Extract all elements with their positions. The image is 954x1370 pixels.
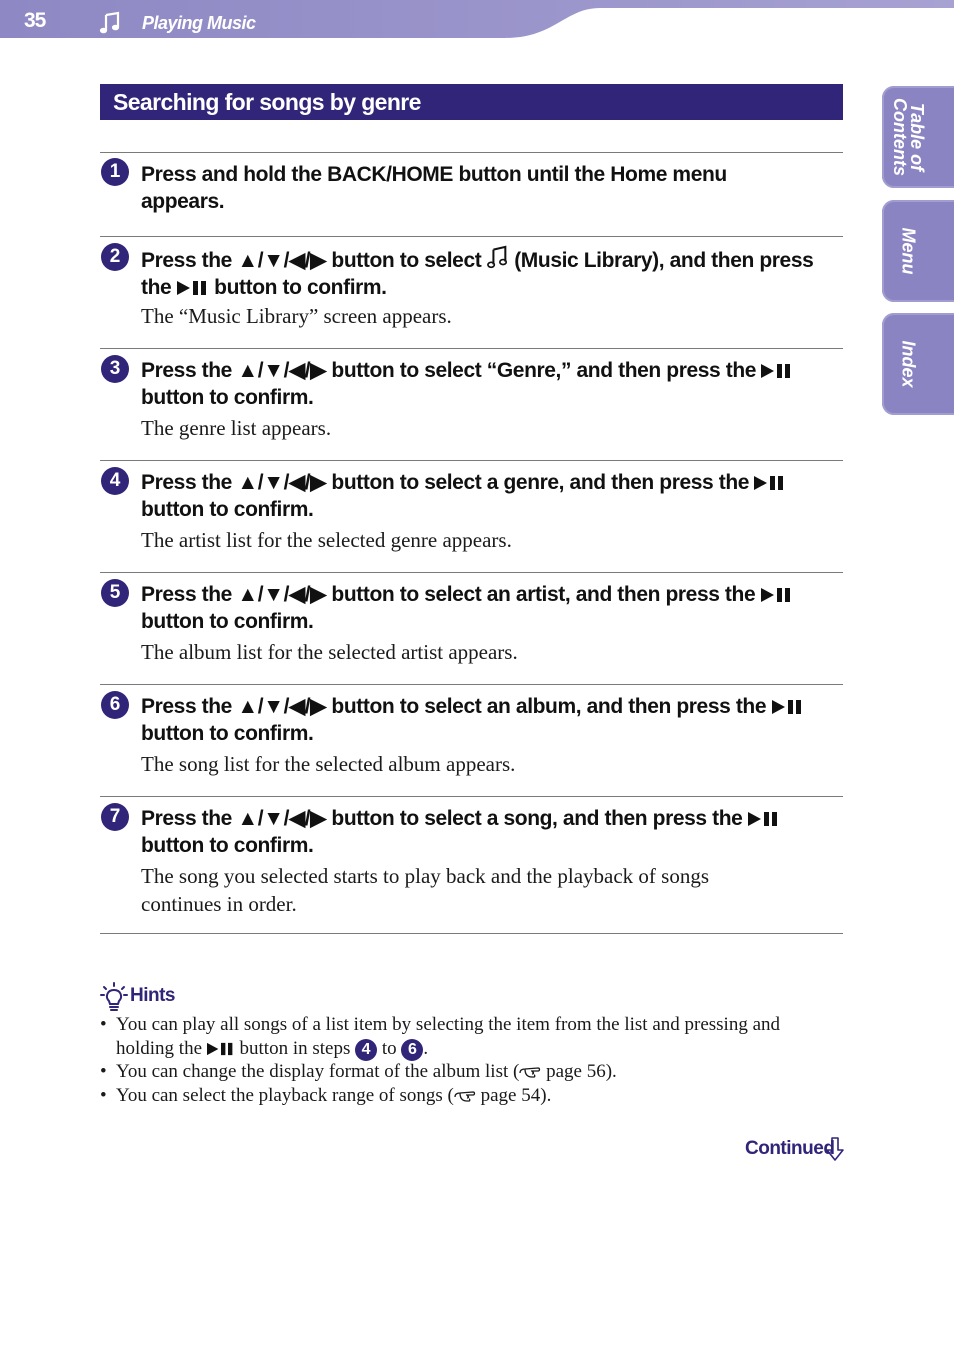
step-instruction: Press the ▲/▼/◀/▶ button to select “Genre,” and then press the button to confirm. <box>141 357 841 411</box>
divider <box>100 572 843 573</box>
play-pause-icon <box>177 280 209 296</box>
divider <box>100 348 843 349</box>
step-result: The artist list for the selected genre appears. <box>141 528 512 552</box>
step-instruction: Press the ▲/▼/◀/▶ button to select (Music Library), and then press the button to confirm. <box>141 245 841 301</box>
pointing-hand-icon[interactable] <box>454 1089 476 1103</box>
divider <box>100 460 843 461</box>
divider <box>100 933 843 934</box>
tab-table-of-contents[interactable] <box>882 86 954 188</box>
direction-buttons: ▲/▼/◀/▶ <box>237 471 326 494</box>
play-pause-icon <box>761 363 793 379</box>
hint-item: • You can select the playback range of songs ( page 54). <box>100 1085 552 1106</box>
tab-label: Index <box>898 340 919 388</box>
music-note-icon <box>98 11 122 35</box>
step-number: 5 <box>101 579 129 607</box>
play-pause-icon <box>761 587 793 603</box>
continued-label[interactable]: Continued <box>745 1138 835 1159</box>
step-number: 2 <box>101 243 129 271</box>
play-pause-icon <box>772 699 804 715</box>
direction-buttons: ▲/▼/◀/▶ <box>237 249 326 272</box>
divider <box>100 684 843 685</box>
divider <box>100 796 843 797</box>
step-result: The album list for the selected artist appears. <box>141 640 518 664</box>
music-library-icon <box>487 245 509 269</box>
step-result: The genre list appears. <box>141 416 332 440</box>
step-number: 4 <box>101 467 129 495</box>
bullet: • <box>100 1061 107 1082</box>
step-result: The song list for the selected album appears. <box>141 752 516 776</box>
page-heading: Searching for songs by genre <box>100 84 843 120</box>
step-ref: 4 <box>355 1039 377 1061</box>
step-number: 1 <box>101 158 129 186</box>
tab-index[interactable] <box>882 313 954 415</box>
direction-buttons: ▲/▼/◀/▶ <box>237 807 326 830</box>
divider <box>100 152 843 153</box>
pointing-hand-icon[interactable] <box>519 1065 541 1079</box>
play-pause-icon <box>748 811 780 827</box>
step-ref: 6 <box>401 1039 423 1061</box>
step-instruction: Press the ▲/▼/◀/▶ button to select a genre, and then press the button to confirm. <box>141 469 841 523</box>
bullet: • <box>100 1014 107 1035</box>
direction-buttons: ▲/▼/◀/▶ <box>237 359 326 382</box>
play-pause-icon <box>754 475 786 491</box>
section-title: Playing Music <box>142 13 256 33</box>
step-number: 3 <box>101 355 129 383</box>
step-result: The “Music Library” screen appears. <box>141 304 452 328</box>
bullet: • <box>100 1085 107 1106</box>
direction-buttons: ▲/▼/◀/▶ <box>237 583 326 606</box>
tab-label: Table of Contents <box>890 98 927 176</box>
play-pause-icon <box>207 1042 235 1056</box>
step-number: 7 <box>101 803 129 831</box>
tab-label: Menu <box>898 227 919 275</box>
direction-buttons: ▲/▼/◀/▶ <box>237 695 326 718</box>
hint-item: • You can change the display format of the album list ( page 56). <box>100 1061 617 1082</box>
down-arrow-icon <box>826 1137 844 1161</box>
step-instruction: Press the ▲/▼/◀/▶ button to select an album, and then press the button to confirm. <box>141 693 841 747</box>
tab-menu[interactable] <box>882 200 954 302</box>
step-number: 6 <box>101 691 129 719</box>
lightbulb-icon <box>100 982 128 1012</box>
divider <box>100 236 843 237</box>
hint-item: • You can play all songs of a list item by selecting the item from the list and pressing and holding the button in steps 4 to 6 . <box>100 1014 781 1059</box>
step-instruction: Press the ▲/▼/◀/▶ button to select a song, and then press the button to confirm. <box>141 805 841 859</box>
step-instruction: Press the ▲/▼/◀/▶ button to select an artist, and then press the button to confirm. <box>141 581 841 635</box>
step-result: The song you selected starts to play back and the playback of songs continues in order. <box>141 864 710 916</box>
hints-heading: Hints <box>130 985 175 1006</box>
step-instruction: Press and hold the BACK/HOME button until the Home menu appears. <box>141 163 727 213</box>
page-number: 35 <box>24 9 46 32</box>
